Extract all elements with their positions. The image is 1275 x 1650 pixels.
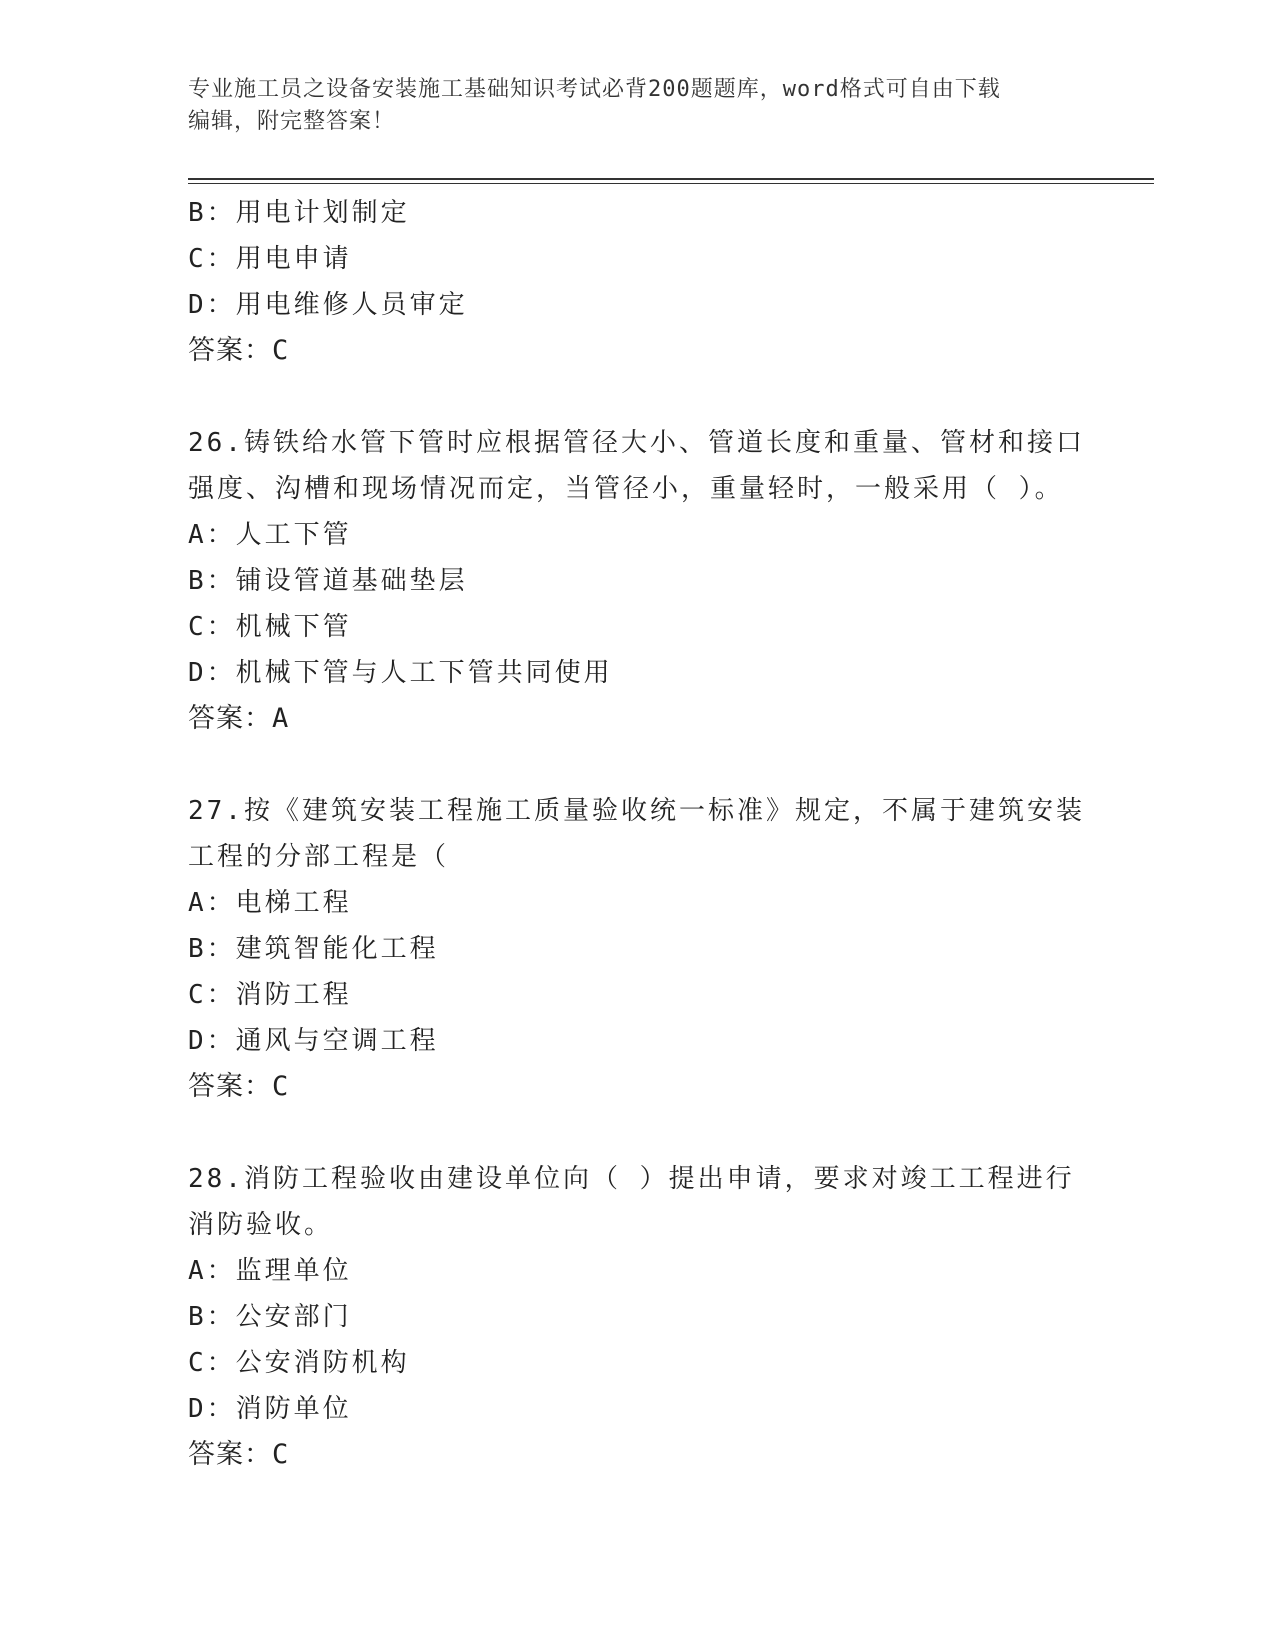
option-b: B：铺设管道基础垫层 [188, 566, 468, 596]
question-line: 27.按《建筑安装工程施工质量验收统一标准》规定，不属于建筑安装 [188, 796, 1085, 826]
option-d: D：通风与空调工程 [188, 1026, 439, 1056]
question-line: 强度、沟槽和现场情况而定，当管径小，重量轻时，一般采用（ ）。 [188, 474, 1064, 504]
question-block-27 [188, 788, 1088, 1110]
option-d: D：机械下管与人工下管共同使用 [188, 658, 613, 688]
header-divider-thin [188, 183, 1154, 184]
option-b: B：公安部门 [188, 1302, 352, 1332]
question-block-continued [188, 190, 1088, 374]
question-text [188, 1156, 1088, 1248]
option-a: A：人工下管 [188, 520, 352, 550]
document-header [188, 74, 1088, 138]
option-c: C：消防工程 [188, 980, 352, 1010]
answer-line: 答案：C [188, 1071, 290, 1102]
answer-line: 答案：C [188, 335, 290, 366]
question-content [188, 190, 1088, 1524]
question-text [188, 420, 1088, 512]
question-line: 消防验收。 [188, 1210, 334, 1240]
option-d: D：用电维修人员审定 [188, 290, 468, 320]
question-line: 工程的分部工程是（ [188, 842, 450, 872]
option-c: C：机械下管 [188, 612, 352, 642]
option-b: B：建筑智能化工程 [188, 934, 439, 964]
option-a: A：监理单位 [188, 1256, 352, 1286]
header-line-2: 编辑，附完整答案！ [188, 109, 396, 134]
question-block-26 [188, 420, 1088, 742]
question-line: 26.铸铁给水管下管时应根据管径大小、管道长度和重量、管材和接口 [188, 428, 1085, 458]
option-c: C：公安消防机构 [188, 1348, 410, 1378]
answer-line: 答案：C [188, 1439, 290, 1470]
question-text [188, 788, 1088, 880]
option-c: C：用电申请 [188, 244, 352, 274]
option-a: A：电梯工程 [188, 888, 352, 918]
option-b: B：用电计划制定 [188, 198, 410, 228]
question-line: 28.消防工程验收由建设单位向（ ）提出申请，要求对竣工工程进行 [188, 1164, 1075, 1194]
option-d: D：消防单位 [188, 1394, 352, 1424]
question-block-28 [188, 1156, 1088, 1478]
header-divider-thick [188, 178, 1154, 180]
header-line-1: 专业施工员之设备安装施工基础知识考试必背200题题库，word格式可自由下载 [188, 77, 1001, 102]
answer-line: 答案：A [188, 703, 290, 734]
